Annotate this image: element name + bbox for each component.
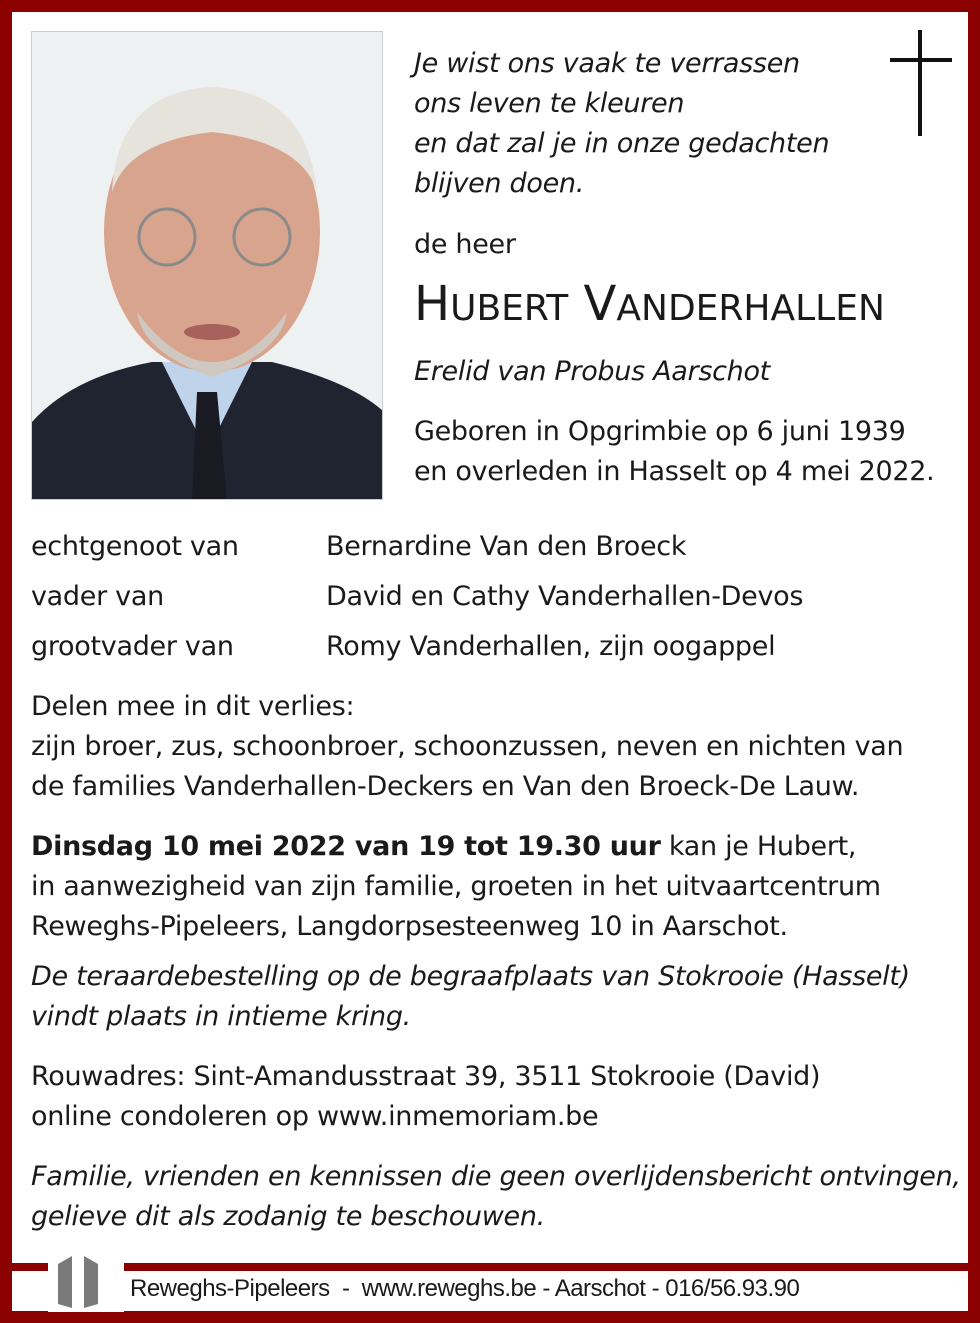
visit-datetime: Dinsdag 10 mei 2022 van 19 tot 19.30 uur bbox=[31, 831, 661, 862]
poem bbox=[414, 44, 829, 204]
poem-line: en dat zal je in onze gedachten bbox=[414, 128, 830, 159]
text-line: de families Vanderhallen-Deckers en Van den Broeck-De Lauw. bbox=[31, 771, 860, 802]
subtitle: Erelid van Probus Aarschot bbox=[414, 356, 770, 387]
text-line bbox=[31, 827, 881, 867]
cross-icon bbox=[890, 30, 952, 136]
name-part: ANDERHALLEN bbox=[616, 288, 885, 329]
birth-line: Geboren in Opgrimbie op 6 juni 1939 bbox=[414, 416, 906, 447]
portrait-photo bbox=[31, 31, 383, 500]
text-span: kan je Hubert, bbox=[660, 831, 857, 862]
visitation-paragraph bbox=[31, 827, 881, 947]
share-paragraph bbox=[31, 687, 903, 807]
death-line: en overleden in Hasselt op 4 mei 2022. bbox=[414, 456, 935, 487]
title-prefix: de heer bbox=[414, 229, 516, 260]
text-line: gelieve dit als zodanig te beschouwen. bbox=[31, 1201, 545, 1232]
relation-label: grootvader van bbox=[31, 631, 234, 662]
burial-paragraph bbox=[31, 957, 910, 1037]
text-line: zijn broer, zus, schoonbroer, schoonzussen, neven en nichten van bbox=[31, 731, 904, 762]
name-part: UBERT bbox=[450, 288, 569, 329]
text-line: Delen mee in dit verlies: bbox=[31, 691, 355, 722]
name-part: H bbox=[414, 276, 451, 332]
relation-value: David en Cathy Vanderhallen-Devos bbox=[326, 581, 804, 612]
relation-label: vader van bbox=[31, 581, 164, 612]
name-part: V bbox=[583, 276, 617, 332]
text-line: Rouwadres: Sint-Amandusstraat 39, 3511 Stokrooie (David) bbox=[31, 1061, 821, 1092]
text-line: De teraardebestelling op de begraafplaats van Stokrooie (Hasselt) bbox=[31, 961, 910, 992]
text-line: online condoleren op www.inmemoriam.be bbox=[31, 1101, 599, 1132]
poem-line: Je wist ons vaak te verrassen bbox=[414, 48, 800, 79]
poem-line: blijven doen. bbox=[414, 168, 584, 199]
footer-divider bbox=[12, 1263, 968, 1271]
text-line: in aanwezigheid van zijn familie, groeten in het uitvaartcentrum bbox=[31, 871, 881, 902]
relation-value: Romy Vanderhallen, zijn oogappel bbox=[326, 631, 776, 662]
footer-contact: Reweghs-Pipeleers - www.reweghs.be - Aarschot - 016/56.93.90 bbox=[130, 1275, 800, 1302]
address-paragraph bbox=[31, 1057, 820, 1137]
text-line: Familie, vrienden en kennissen die geen overlijdensbericht ontvingen, bbox=[31, 1161, 961, 1192]
relation-label: echtgenoot van bbox=[31, 531, 239, 562]
funeral-home-logo-icon bbox=[48, 1252, 124, 1312]
text-line: vindt plaats in intieme kring. bbox=[31, 1001, 411, 1032]
poem-line: ons leven te kleuren bbox=[414, 88, 685, 119]
closing-paragraph bbox=[31, 1157, 961, 1237]
text-line: Reweghs-Pipeleers, Langdorpsesteenweg 10 in Aarschot. bbox=[31, 911, 788, 942]
deceased-name bbox=[414, 276, 885, 337]
relation-value: Bernardine Van den Broeck bbox=[326, 531, 687, 562]
